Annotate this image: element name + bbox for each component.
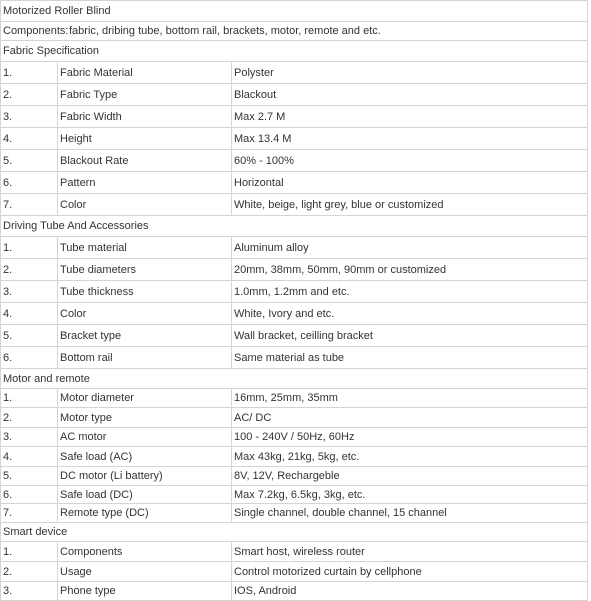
- spec-value: Blackout: [232, 84, 588, 106]
- row-number: 2.: [1, 408, 58, 428]
- table-row: [1, 542, 588, 562]
- spec-value: Wall bracket, ceilling bracket: [232, 325, 588, 347]
- components-value: fabric, dribing tube, bottom rail, brackets, motor, remote and etc.: [69, 25, 381, 37]
- spec-name: Usage: [58, 562, 232, 582]
- section-heading-row: [1, 369, 588, 389]
- spec-name: Tube diameters: [58, 259, 232, 281]
- components-label: Components:: [3, 25, 69, 37]
- row-number: 7.: [1, 194, 58, 216]
- row-number: 2.: [1, 562, 58, 582]
- table-row: [1, 447, 588, 467]
- spec-name: Blackout Rate: [58, 150, 232, 172]
- spec-value: Aluminum alloy: [232, 237, 588, 259]
- spec-name: Bottom rail: [58, 347, 232, 369]
- row-number: 6.: [1, 347, 58, 369]
- spec-name: Bracket type: [58, 325, 232, 347]
- spec-value: 8V, 12V, Rechargeble: [232, 467, 588, 486]
- table-row: [1, 325, 588, 347]
- title-row: [1, 1, 588, 22]
- row-number: 6.: [1, 486, 58, 504]
- row-number: 3.: [1, 281, 58, 303]
- section-heading: Fabric Specification: [1, 41, 588, 62]
- row-number: 2.: [1, 259, 58, 281]
- row-number: 4.: [1, 303, 58, 325]
- spec-name: Motor type: [58, 408, 232, 428]
- row-number: 1.: [1, 237, 58, 259]
- table-row: [1, 281, 588, 303]
- spec-name: AC motor: [58, 428, 232, 447]
- spec-name: Height: [58, 128, 232, 150]
- spec-name: Phone type: [58, 582, 232, 601]
- spec-value: Max 13.4 M: [232, 128, 588, 150]
- row-number: 6.: [1, 172, 58, 194]
- row-number: 5.: [1, 467, 58, 486]
- spec-value: White, Ivory and etc.: [232, 303, 588, 325]
- section-heading: Driving Tube And Accessories: [1, 216, 588, 237]
- spec-value: Same material as tube: [232, 347, 588, 369]
- section-heading-row: [1, 216, 588, 237]
- row-number: 3.: [1, 582, 58, 601]
- row-number: 5.: [1, 325, 58, 347]
- spec-value: White, beige, light grey, blue or customized: [232, 194, 588, 216]
- product-title: Motorized Roller Blind: [1, 1, 588, 22]
- components-cell: [1, 22, 588, 41]
- table-row: [1, 194, 588, 216]
- spec-value: 60% - 100%: [232, 150, 588, 172]
- spec-name: Pattern: [58, 172, 232, 194]
- table-row: [1, 428, 588, 447]
- table-row: [1, 128, 588, 150]
- row-number: 4.: [1, 447, 58, 467]
- table-row: [1, 237, 588, 259]
- table-row: [1, 62, 588, 84]
- table-row: [1, 486, 588, 504]
- spec-name: Fabric Type: [58, 84, 232, 106]
- spec-value: 16mm, 25mm, 35mm: [232, 389, 588, 408]
- spec-name: Fabric Width: [58, 106, 232, 128]
- table-row: [1, 582, 588, 601]
- row-number: 4.: [1, 128, 58, 150]
- spec-value: Polyster: [232, 62, 588, 84]
- spec-name: Color: [58, 303, 232, 325]
- spec-name: Tube material: [58, 237, 232, 259]
- table-row: [1, 303, 588, 325]
- section-heading-row: [1, 523, 588, 542]
- spec-value: Horizontal: [232, 172, 588, 194]
- spec-table-body: [1, 1, 588, 601]
- spec-value: AC/ DC: [232, 408, 588, 428]
- spec-name: Remote type (DC): [58, 504, 232, 523]
- row-number: 5.: [1, 150, 58, 172]
- spec-name: Fabric Material: [58, 62, 232, 84]
- row-number: 1.: [1, 62, 58, 84]
- table-row: [1, 562, 588, 582]
- section-heading-row: [1, 41, 588, 62]
- spec-name: Tube thickness: [58, 281, 232, 303]
- spec-name: Motor diameter: [58, 389, 232, 408]
- spec-name: Safe load (DC): [58, 486, 232, 504]
- row-number: 3.: [1, 106, 58, 128]
- row-number: 7.: [1, 504, 58, 523]
- spec-value: Single channel, double channel, 15 channel: [232, 504, 588, 523]
- spec-value: 20mm, 38mm, 50mm, 90mm or customized: [232, 259, 588, 281]
- components-row: [1, 22, 588, 41]
- spec-name: Safe load (AC): [58, 447, 232, 467]
- row-number: 1.: [1, 389, 58, 408]
- section-heading: Motor and remote: [1, 369, 588, 389]
- row-number: 1.: [1, 542, 58, 562]
- table-row: [1, 84, 588, 106]
- spec-name: Color: [58, 194, 232, 216]
- spec-value: 1.0mm, 1.2mm and etc.: [232, 281, 588, 303]
- table-row: [1, 504, 588, 523]
- spec-value: 100 - 240V / 50Hz, 60Hz: [232, 428, 588, 447]
- table-row: [1, 106, 588, 128]
- table-row: [1, 172, 588, 194]
- section-heading: Smart device: [1, 523, 588, 542]
- table-row: [1, 150, 588, 172]
- table-row: [1, 389, 588, 408]
- spec-name: Components: [58, 542, 232, 562]
- row-number: 3.: [1, 428, 58, 447]
- spec-value: Max 7.2kg, 6.5kg, 3kg, etc.: [232, 486, 588, 504]
- spec-value: Max 43kg, 21kg, 5kg, etc.: [232, 447, 588, 467]
- table-row: [1, 259, 588, 281]
- table-row: [1, 408, 588, 428]
- spec-value: IOS, Android: [232, 582, 588, 601]
- table-row: [1, 347, 588, 369]
- table-row: [1, 467, 588, 486]
- spec-value: Control motorized curtain by cellphone: [232, 562, 588, 582]
- spec-value: Max 2.7 M: [232, 106, 588, 128]
- row-number: 2.: [1, 84, 58, 106]
- spec-value: Smart host, wireless router: [232, 542, 588, 562]
- spec-name: DC motor (Li battery): [58, 467, 232, 486]
